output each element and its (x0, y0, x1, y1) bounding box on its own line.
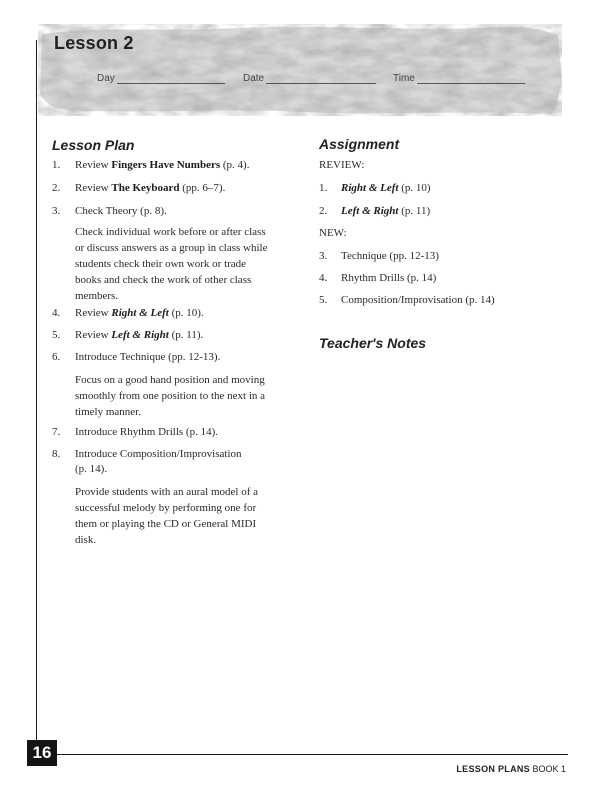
note-line: smoothly from one position to the next in a (75, 390, 266, 402)
item-title: Left & Right (111, 329, 169, 341)
item-number: 2. (319, 205, 328, 217)
note-line: disk. (75, 534, 97, 546)
teachers-notes-heading: Teacher's Notes (319, 335, 427, 351)
item-number: 5. (52, 329, 61, 341)
note-line: Provide students with an aural model of a (75, 486, 258, 498)
technique-note (75, 372, 315, 420)
item-number: 7. (52, 426, 61, 438)
lesson-plan-column (52, 137, 312, 153)
item-page-ref: (p. 10). (168, 307, 204, 319)
page-number: 16 (27, 740, 57, 766)
note-line: timely manner. (75, 406, 141, 418)
footer-book-title (456, 764, 566, 774)
note-line: students check their own work or trade (75, 258, 247, 270)
item-title: Left & Right (341, 205, 399, 217)
lesson-title: Lesson 2 (54, 33, 134, 53)
item-title: Right & Left (341, 182, 399, 194)
item-number: 3. (319, 250, 328, 262)
review-label: REVIEW: (319, 159, 365, 171)
day-label: Day (97, 73, 115, 84)
item-number: 4. (52, 307, 61, 319)
item-text: Check Theory (p. 8). (75, 205, 167, 217)
item-text: Review (75, 182, 112, 194)
date-field[interactable] (243, 73, 376, 84)
note-line: Check individual work before or after class (75, 226, 266, 238)
check-theory-note (75, 224, 315, 304)
lesson-plan-heading: Lesson Plan (52, 137, 135, 153)
item-number: 3. (52, 205, 61, 217)
note-line: members. (75, 290, 119, 302)
time-field[interactable] (393, 73, 525, 84)
time-label: Time (393, 73, 415, 84)
item-page-ref: (p. 4). (220, 159, 250, 171)
new-label: NEW: (319, 227, 347, 239)
day-field[interactable] (97, 73, 225, 84)
composition-note (75, 484, 315, 548)
item-text: Introduce Rhythm Drills (p. 14). (75, 426, 218, 438)
item-text: Review (75, 329, 112, 341)
book-number: BOOK 1 (532, 764, 566, 774)
item-number: 5. (319, 294, 328, 306)
note-line: Focus on a good hand position and moving (75, 374, 265, 386)
item-page-ref: (pp. 6–7). (179, 182, 226, 194)
note-line: successful melody by performing one for (75, 502, 257, 514)
item-text: Technique (pp. 12-13) (341, 250, 439, 262)
item-title: The Keyboard (111, 182, 180, 194)
item-number: 2. (52, 182, 61, 194)
assignment-column (319, 136, 559, 152)
note-line: books and check the work of other class (75, 274, 252, 286)
item-text: Introduce Composition/Improvisation (75, 448, 242, 460)
item-number: 4. (319, 272, 328, 284)
footer-rule (36, 754, 568, 755)
item-text: Introduce Technique (pp. 12-13). (75, 351, 221, 363)
item-page-ref: (p. 10) (398, 182, 431, 194)
item-page-ref: (p. 11). (168, 329, 204, 341)
item-title: Fingers Have Numbers (111, 159, 221, 171)
item-title: Right & Left (111, 307, 169, 319)
item-text: Review (75, 159, 112, 171)
item-page-ref: (p. 14). (75, 463, 108, 475)
book-title: LESSON PLANS (456, 764, 530, 774)
item-number: 6. (52, 351, 61, 363)
item-number: 1. (319, 182, 328, 194)
note-line: or discuss answers as a group in class while (75, 242, 268, 254)
item-number: 8. (52, 448, 61, 460)
item-page-ref: (p. 11) (398, 205, 431, 217)
teachers-notes-section (319, 335, 559, 351)
margin-rule-vertical (36, 40, 37, 752)
assignment-heading: Assignment (319, 136, 400, 152)
item-text: Rhythm Drills (p. 14) (341, 272, 437, 284)
item-number: 1. (52, 159, 61, 171)
date-label: Date (243, 73, 265, 84)
note-line: them or playing the CD or General MIDI (75, 518, 257, 530)
item-text: Review (75, 307, 112, 319)
item-text: Composition/Improvisation (p. 14) (341, 294, 495, 306)
